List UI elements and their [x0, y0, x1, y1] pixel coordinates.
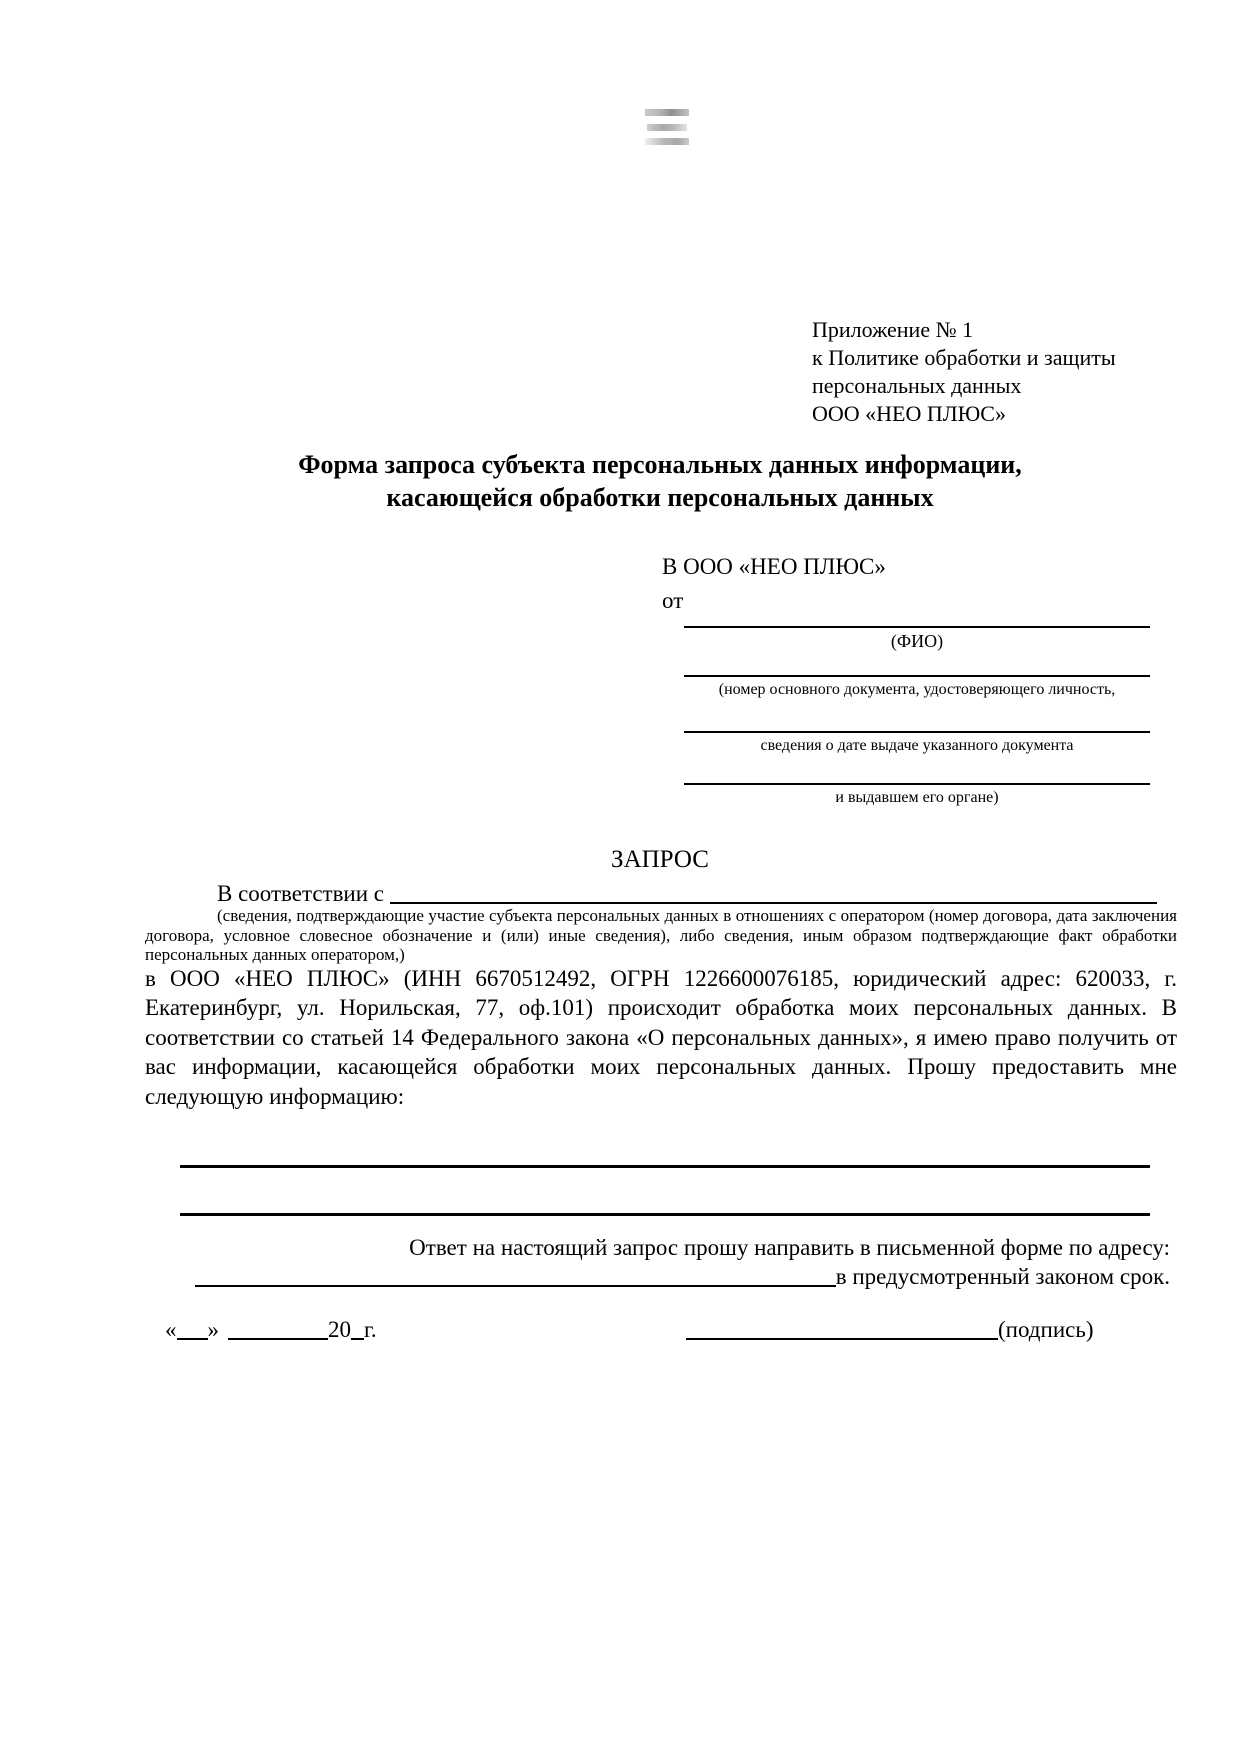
reply-term-row: [195, 1263, 1170, 1291]
date-open-quote: «: [165, 1317, 177, 1342]
address-blank-line: [195, 1285, 836, 1287]
logo-stripe: [647, 124, 687, 131]
title-line: касающейся обработки персональных данных: [386, 483, 934, 512]
logo-stripe: [645, 138, 689, 145]
appendix-block: [812, 316, 1116, 428]
doc-date-blank-line: [684, 731, 1150, 733]
recipient-line: В ООО «НЕО ПЛЮС»: [662, 554, 886, 579]
from-label: от: [662, 588, 684, 613]
accordance-row: [145, 880, 1157, 908]
accordance-label: В соответствии с: [217, 881, 385, 906]
signature-row: [686, 1316, 1093, 1344]
date-year-prefix: 20: [328, 1317, 351, 1342]
field-doc-issuer: [684, 783, 1150, 808]
date-day-blank: [177, 1338, 208, 1340]
accordance-blank-line: [390, 902, 1157, 904]
date-era-label: г.: [364, 1317, 377, 1342]
appendix-line: Приложение № 1: [812, 317, 974, 342]
blurred-logo-image: [645, 106, 689, 148]
appendix-line: персональных данных: [812, 373, 1022, 398]
doc-issuer-blank-line: [684, 783, 1150, 785]
field-doc-date: [684, 731, 1150, 756]
reply-address-line: Ответ на настоящий запрос прошу направить в письменной форме по адресу:: [409, 1235, 1170, 1260]
doc-number-caption: (номер основного документа, удостоверяющего личность,: [718, 681, 1116, 698]
doc-issuer-caption: и выдавшем его органе): [835, 789, 999, 806]
date-close-quote: »: [207, 1317, 219, 1342]
doc-date-caption: сведения о дате выдаче указанного документа: [760, 737, 1074, 754]
document-title: [145, 448, 1175, 514]
appendix-line: к Политике обработки и защиты: [812, 345, 1116, 370]
logo-stripe: [645, 109, 689, 116]
date-row: [165, 1316, 377, 1344]
date-year-blank: [351, 1338, 364, 1340]
accordance-note: (сведения, подтверждающие участие субъекта персональных данных в отношениях с оператором (номер договора, дата заключения договора, условное словесное обозначение и (или) иные сведения), либо сведения, иным образом подтверждающие факт обработки персональных данных оператором,): [145, 906, 1177, 964]
fio-caption: (ФИО): [890, 631, 944, 651]
appendix-line: ООО «НЕО ПЛЮС»: [812, 401, 1006, 426]
reply-term-text: в предусмотренный законом срок.: [835, 1264, 1170, 1289]
request-heading: ЗАПРОС: [611, 846, 709, 873]
fio-blank-line: [684, 626, 1150, 628]
info-blank-line-2: [180, 1213, 1150, 1216]
date-month-blank: [228, 1338, 328, 1340]
doc-number-blank-line: [684, 675, 1150, 677]
body-paragraph: в ООО «НЕО ПЛЮС» (ИНН 6670512492, ОГРН 1226600076185, юридический адрес: 620033, г. Екатеринбург, ул. Норильская, 77, оф.101) происходит обработка моих персональных данных. В соответствии со статьей 14 Федерального закона «О персональных данных», я имею право получить от вас информации, касающейся обработки моих персональных данных. Прошу предоставить мне следующую информацию:: [145, 966, 1177, 1109]
signature-caption: (подпись): [998, 1317, 1094, 1342]
title-line: Форма запроса субъекта персональных данных информации,: [298, 450, 1022, 479]
signature-blank-line: [686, 1338, 998, 1340]
field-fio: [684, 626, 1150, 651]
info-blank-line-1: [180, 1165, 1150, 1168]
field-doc-number: [684, 675, 1150, 700]
